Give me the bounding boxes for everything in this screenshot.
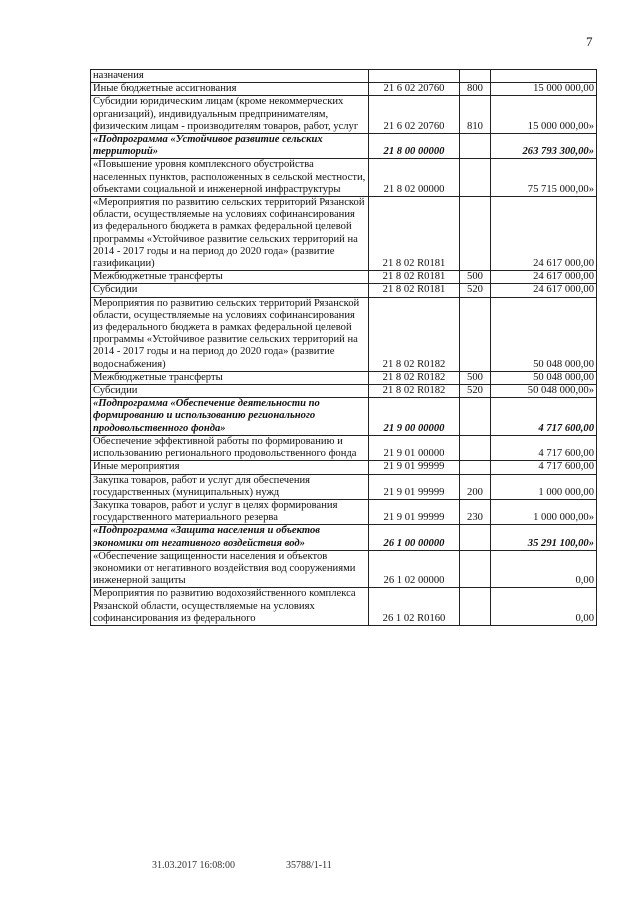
table-row (91, 461, 597, 474)
table-row (91, 134, 597, 159)
row-vr-cell: 500 (460, 371, 491, 384)
row-code-cell: 26 1 02 R0160 (369, 588, 460, 626)
row-sum-cell: 4 717 600,00 (491, 435, 597, 460)
row-vr-cell (460, 297, 491, 371)
row-sum-cell: 1 000 000,00 (491, 474, 597, 499)
row-sum-cell: 0,00 (491, 550, 597, 588)
table-row (91, 284, 597, 297)
row-code-cell: 21 8 02 R0181 (369, 197, 460, 271)
table-row (91, 297, 597, 371)
row-name-cell: Мероприятия по развитию сельских территорий Рязанской области, осуществляемые на условиях софинансирования из федерального бюджета в рамках федеральной целевой программы «Устойчивое развитие сельских территорий на 2014 - 2017 годы и на период до 2020 года» (развитие водоснабжения) (91, 297, 369, 371)
table-row (91, 197, 597, 271)
row-name-cell: «Обеспечение защищенности населения и объектов экономики от негативного воздействия вод сооружениями инженерной защиты (91, 550, 369, 588)
row-name-cell: «Подпрограмма «Защита населения и объектов экономики от негативного воздействия вод» (91, 525, 369, 550)
table-row (91, 398, 597, 436)
row-code-cell: 21 9 01 99999 (369, 474, 460, 499)
table-row (91, 159, 597, 197)
row-code-cell: 21 9 01 99999 (369, 499, 460, 524)
table-row (91, 271, 597, 284)
row-code-cell: 21 8 02 00000 (369, 159, 460, 197)
row-vr-cell (460, 159, 491, 197)
table-row (91, 83, 597, 96)
table-row (91, 96, 597, 134)
table-row (91, 70, 597, 83)
row-sum-cell: 24 617 000,00 (491, 271, 597, 284)
table-row (91, 435, 597, 460)
row-name-cell: «Подпрограмма «Обеспечение деятельности по формированию и использованию регионального продовольственного фонда» (91, 398, 369, 436)
row-vr-cell (460, 398, 491, 436)
table-row (91, 371, 597, 384)
row-vr-cell (460, 461, 491, 474)
row-code-cell: 21 8 00 00000 (369, 134, 460, 159)
row-sum-cell: 15 000 000,00» (491, 96, 597, 134)
row-code-cell: 21 9 00 00000 (369, 398, 460, 436)
row-sum-cell: 35 291 100,00» (491, 525, 597, 550)
row-code-cell: 26 1 00 00000 (369, 525, 460, 550)
row-name-cell: Субсидии (91, 385, 369, 398)
table-row (91, 474, 597, 499)
row-name-cell: «Подпрограмма «Устойчивое развитие сельских территорий» (91, 134, 369, 159)
row-code-cell: 21 8 02 R0182 (369, 371, 460, 384)
row-vr-cell: 520 (460, 284, 491, 297)
row-code-cell: 21 9 01 99999 (369, 461, 460, 474)
table-row (91, 385, 597, 398)
table-row (91, 588, 597, 626)
row-code-cell: 21 8 02 R0181 (369, 271, 460, 284)
table-row (91, 550, 597, 588)
row-name-cell: Межбюджетные трансферты (91, 271, 369, 284)
row-sum-cell: 4 717 600,00 (491, 461, 597, 474)
row-name-cell: «Мероприятия по развитию сельских территорий Рязанской области, осуществляемые на условиях софинансирования из федерального бюджета в рамках федеральной целевой программы «Устойчивое развитие сельских территорий на 2014 - 2017 годы и на период до 2020 года» (развитие газификации) (91, 197, 369, 271)
row-name-cell: Закупка товаров, работ и услуг в целях формирования государственного материального резерва (91, 499, 369, 524)
row-vr-cell: 800 (460, 83, 491, 96)
row-name-cell: Иные бюджетные ассигнования (91, 83, 369, 96)
page-number: 7 (586, 34, 593, 49)
row-vr-cell (460, 70, 491, 83)
row-code-cell: 21 6 02 20760 (369, 83, 460, 96)
row-vr-cell: 520 (460, 385, 491, 398)
row-sum-cell: 50 048 000,00» (491, 385, 597, 398)
row-sum-cell: 24 617 000,00 (491, 284, 597, 297)
row-sum-cell (491, 70, 597, 83)
row-name-cell: «Повышение уровня комплексного обустройства населенных пунктов, расположенных в сельской местности, объектами социальной и инженерной инфраструктуры (91, 159, 369, 197)
row-vr-cell: 230 (460, 499, 491, 524)
row-code-cell: 21 8 02 R0182 (369, 297, 460, 371)
row-name-cell: Обеспечение эффективной работы по формированию и использованию регионального продовольственного фонда (91, 435, 369, 460)
row-sum-cell: 15 000 000,00 (491, 83, 597, 96)
row-sum-cell: 263 793 300,00» (491, 134, 597, 159)
row-name-cell: назначения (91, 70, 369, 83)
row-sum-cell: 4 717 600,00 (491, 398, 597, 436)
row-vr-cell: 200 (460, 474, 491, 499)
footer-datetime: 31.03.2017 16:08:00 (152, 860, 236, 871)
row-sum-cell: 50 048 000,00 (491, 371, 597, 384)
row-sum-cell: 24 617 000,00 (491, 197, 597, 271)
table-row (91, 525, 597, 550)
row-vr-cell: 500 (460, 271, 491, 284)
row-name-cell: Субсидии юридическим лицам (кроме некоммерческих организаций), индивидуальным предпринимателям, физическим лицам - производителям товаров, работ, услуг (91, 96, 369, 134)
row-vr-cell (460, 134, 491, 159)
row-code-cell: 21 6 02 20760 (369, 96, 460, 134)
row-code-cell: 26 1 02 00000 (369, 550, 460, 588)
row-sum-cell: 0,00 (491, 588, 597, 626)
budget-table-body (91, 70, 597, 626)
row-name-cell: Субсидии (91, 284, 369, 297)
row-sum-cell: 50 048 000,00 (491, 297, 597, 371)
footer-doc-number: 35788/1-11 (286, 860, 332, 871)
row-vr-cell (460, 550, 491, 588)
row-name-cell: Мероприятия по развитию водохозяйственного комплекса Рязанской области, осуществляемые на условиях софинансирования из федерального (91, 588, 369, 626)
row-name-cell: Закупка товаров, работ и услуг для обеспечения государственных (муниципальных) нужд (91, 474, 369, 499)
row-vr-cell (460, 435, 491, 460)
table-row (91, 499, 597, 524)
row-code-cell (369, 70, 460, 83)
row-code-cell: 21 8 02 R0181 (369, 284, 460, 297)
row-code-cell: 21 9 01 00000 (369, 435, 460, 460)
row-name-cell: Иные мероприятия (91, 461, 369, 474)
row-sum-cell: 75 715 000,00» (491, 159, 597, 197)
budget-table (90, 69, 597, 626)
row-vr-cell (460, 588, 491, 626)
row-vr-cell: 810 (460, 96, 491, 134)
row-name-cell: Межбюджетные трансферты (91, 371, 369, 384)
row-vr-cell (460, 525, 491, 550)
row-vr-cell (460, 197, 491, 271)
row-code-cell: 21 8 02 R0182 (369, 385, 460, 398)
row-sum-cell: 1 000 000,00» (491, 499, 597, 524)
